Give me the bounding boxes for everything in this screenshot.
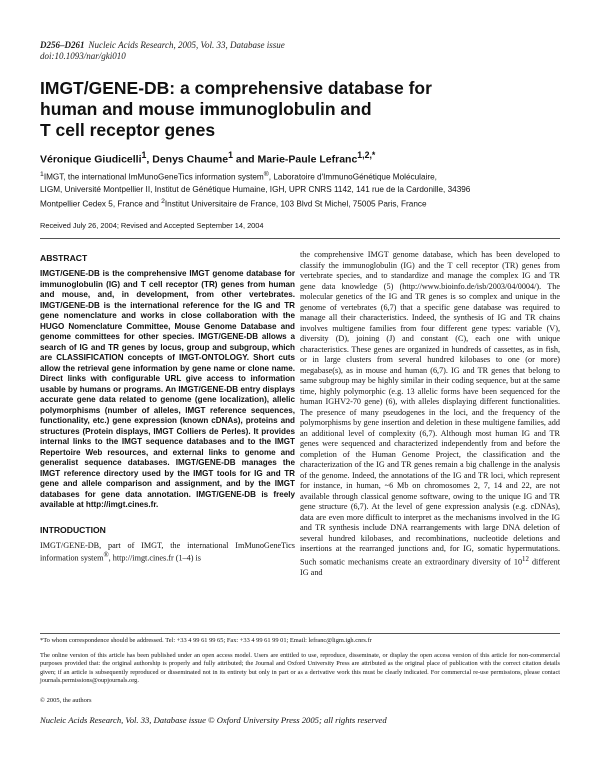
page-range: D256–D261 <box>40 40 85 50</box>
affiliation-text: LIGM, Université Montpellier II, Institut de Génétique Humaine, IGH, UPR CNRS 1142, 141 rue de la Cardonille, 34396 <box>40 184 471 194</box>
registered-mark: ® <box>103 552 109 559</box>
affiliation-text: IMGT, the international ImMunoGeneTics information system <box>43 172 264 182</box>
body-text: the comprehensive IMGT genome database, which has been developed to classify the immunoglobulin (IG) and the T cell receptor (TR) genes from vertebrate species, and to standardize and manage the complex IG and TR gene data knowledge (5) (http://www.bioinfo.de/isb/2003/04/0004/). The molecular genetics of the IG and TR genes is so complex and unique in the genome of vertebrates (6,7) that a specific gene database was required to manage all their characteristics. Indeed, the synthesis of IG and TR chains involves multigene families from four different gene types: variable (V), diversity (D), joining (J) and constant (C), each one with unique characteristics. These genes are organized in hundreds of cassettes, as in fish, or in large clusters from several hundred kilobases to one (or more) megabase(s), as in mouse and human (6,7). IG and TR genes that belong to same subgroup may be highly similar in their coding sequence, but at the same time, highly polymorphic (e.g. 13 allelic forms have been sequenced for the human IGHV2-70 gene) (6), with alleles displaying different functionalities. The presence of many pseudogenes in the loci, and the frequency of the polymorphisms by gene insertion and deletion in these multigene families, add an additional level of complexity (6,7). Although most human IG and TR genes were sequenced and characterized independently from and before the completion of the Human Genome Project, the classification and the characterization of the IG and TR genes remain a big challenge in the analysis of the genome. Indeed, the annotations of the IG and TR loci, which represent for instance, in human, ~6 Mb on chromosomes 2, 7, 14 and 22, are not available through classical genome software, owing to the unique IG and TR gene structure (6,7). At the level of gene expression analysis (e.g. cDNAs), data are even more difficult to interpret as the mechanisms involved in the IG and TR synthesis include DNA rearrangements with large DNA deletion of several hundred kilobases, and recombinations, nucleotide deletions and insertions at the rearranged junctions and, for IG, somatic hypermutations. Such somatic mechanisms create an extraordinary diversity of 10 <box>300 250 560 567</box>
copyright-notice: © 2005, the authors <box>40 697 92 704</box>
affiliation-mark: 2 <box>161 197 165 205</box>
correspondence-footnote: *To whom correspondence should be addressed. Tel: +33 4 99 61 99 65; Fax: +33 4 99 61 99 01; Email: lefranc@ligm.igh.cnrs.fr <box>40 637 372 644</box>
title-line: IMGT/GENE-DB: a comprehensive database for <box>40 78 432 98</box>
journal-citation: Nucleic Acids Research, 2005, Vol. 33, Database issue <box>88 40 285 50</box>
license-notice: The online version of this article has been published under an open access model. Users are entitled to use, reproduce, disseminate, or display the open access version of this article for non-commercial purposes provided that: the original authorship is properly and fully attributed; the Journal and Oxford University Press are attributed as the original place of publication with the correct citation details given; if an article is subsequently reproduced or disseminated not in its entirety but only in part or as a derivative work this must be clearly indicated. For commercial re-use permissions, please contact journals.permissions@oupjournals.org. <box>40 652 560 684</box>
affiliation-text: Institut Universitaire de France, 103 Blvd St Michel, 75005 Paris, France <box>164 199 427 209</box>
introduction-text-part: , http://imgt.cines.fr (1–4) is <box>108 553 201 563</box>
body-text: different IG and <box>300 557 560 577</box>
divider <box>40 633 560 634</box>
abstract-heading: ABSTRACT <box>40 253 88 263</box>
affiliation-text: , Laboratoire d'ImmunoGénétique Moléculaire, <box>268 172 437 182</box>
affiliations <box>40 169 560 210</box>
registered-mark: ® <box>263 171 269 178</box>
author-affiliation-mark: 1,2,* <box>357 150 376 160</box>
doi[interactable]: doi:10.1093/nar/gki010 <box>40 51 126 61</box>
introduction-heading: INTRODUCTION <box>40 524 106 535</box>
affiliation-text: Montpellier Cedex 5, France and <box>40 199 162 209</box>
author-name: Marie-Paule Lefranc <box>257 153 358 166</box>
author-separator: , <box>146 153 153 166</box>
exponent: 12 <box>522 555 529 563</box>
page-footer: Nucleic Acids Research, Vol. 33, Database issue © Oxford University Press 2005; all rights reserved <box>40 715 387 725</box>
divider <box>40 238 560 239</box>
author-list <box>40 150 375 166</box>
introduction-text-part: IMGT/GENE-DB, part of IMGT, the international ImMunoGeneTics information system <box>40 540 295 563</box>
left-column <box>40 250 295 564</box>
title-line: human and mouse immunoglobulin and <box>40 99 372 119</box>
abstract-text: IMGT/GENE-DB is the comprehensive IMGT genome database for immunoglobulin (IG) and T cell receptor (TR) genes from human and mouse, and, in development, from other vertebrates. IMGT/GENE-DB is the international reference for the IG and TR gene nomenclature and works in close collaboration with the HUGO Nomenclature Committee, Mouse Genome Database and genome committees for other species. IMGT/GENE-DB allows a search of IG and TR genes by locus, group and subgroup, which are CLASSIFICATION concepts of IMGT-ONTOLOGY. Short cuts allow the retrieval gene information by gene name or clone name. Direct links with configurable URL give access to information usable by humans or programs. An IMGT/GENE-DB entry displays accurate gene data related to genome (gene localization), allelic polymorphisms (number of alleles, IMGT reference sequences, functionality, etc.) gene expression (known cDNAs), proteins and structures (Protein displays, IMGT Colliers de Perles). It provides internal links to the IMGT sequence databases and to the IMGT Repertoire Web resources, and external links to genome and generalist sequence databases. IMGT/GENE-DB manages the IMGT reference directory used by the IMGT tools for IG and TR gene and allele comparison and assignment, and by the IMGT databases for gene data annotation. IMGT/GENE-DB is freely available at http://imgt.cines.fr. <box>40 269 295 509</box>
author-conjunction: and <box>232 153 258 166</box>
affiliation-mark: 1 <box>40 171 44 178</box>
author-affiliation-mark: 1 <box>141 150 147 160</box>
article-title <box>40 78 520 141</box>
right-column <box>300 250 560 578</box>
title-line: T cell receptor genes <box>40 120 216 140</box>
author-affiliation-mark: 1 <box>228 150 233 160</box>
author-name: Véronique Giudicelli <box>40 153 142 166</box>
received-dates: Received July 26, 2004; Revised and Accepted September 14, 2004 <box>40 221 264 230</box>
running-header <box>40 40 285 62</box>
introduction-text <box>40 541 295 565</box>
author-name: Denys Chaume <box>152 153 229 166</box>
